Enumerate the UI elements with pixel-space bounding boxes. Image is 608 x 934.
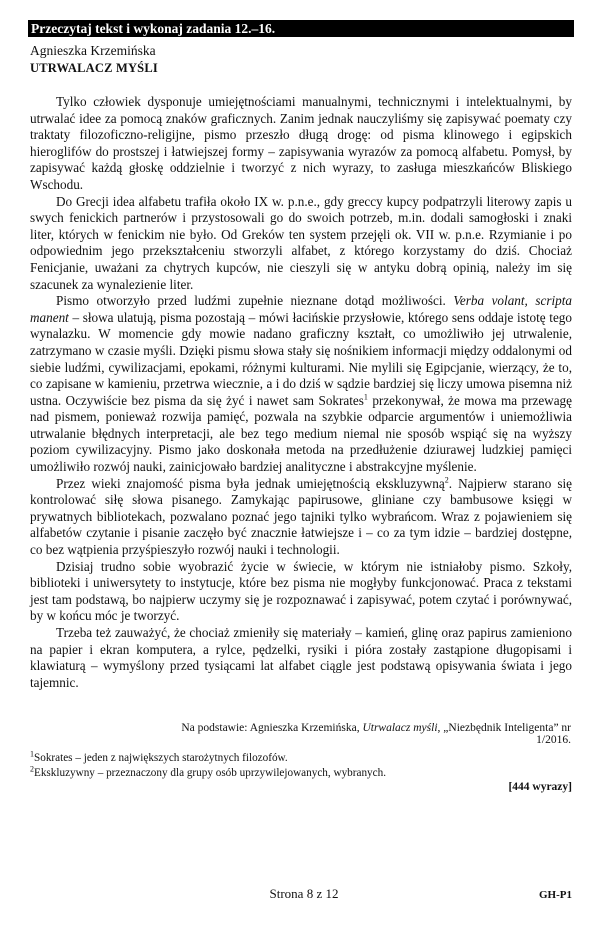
paragraph-4 bbox=[30, 476, 572, 559]
task-instruction-bar bbox=[28, 20, 574, 37]
paragraph-5: Dzisiaj trudno sobie wyobrazić życie w świecie, w którym nie istniałoby pismo. Szkoły, biblioteki i uniwersytety to instytucje, które bez pisma nie mogłyby funkcjonować. Praca z tekstami jest tam podstawą, bo najpierw uczymy się je rozpoznawać i zapisywać, potem czytać i porównywać, by w końcu móc je tworzyć. bbox=[30, 558, 572, 624]
article-title: UTRWALACZ MYŚLI bbox=[30, 61, 158, 75]
footnote-mark: 1 bbox=[30, 749, 34, 759]
footnote-ref-1: 1 bbox=[363, 392, 368, 402]
exam-code: GH-P1 bbox=[539, 889, 572, 901]
paragraph-3-end: przekonywał, że mowa ma przewagę nad pismem, ponieważ rozwija pamięć, pozwala na szybkie odparcie argumentów i uniemożliwia utrwalanie błędnych interpretacji, ale bez tego medium niemal nie sposób wspiąć się na wyższy poziom cywilizacyjny. Pismo jako doskonała metoda na przedłużenie dziurawej ludzkiej pamięci umożliwiło rozwój nauki, zainicjowało bardziej analityczne i abstrakcyjne myślenie. bbox=[30, 392, 572, 475]
footnote-1 bbox=[30, 751, 572, 766]
task-instruction: Przeczytaj tekst i wykonaj zadania 12.–16. bbox=[31, 21, 276, 36]
paragraph-2: Do Grecji idea alfabetu trafiła około IX w. p.n.e., gdy greccy kupcy podpatrzyli literowy zapis u swych fenickich partnerów i przystosowali go do swoich potrzeb, m.in. dodali samogłoski i znaki liter, których w fenickim nie było. Od Greków ten system przejęli ok. VII w. p.n.e. Rzymianie i po odpowiednim jego przekształceniu stworzyli alfabet, z którego korzystamy do dziś. Chociaż Fenicjanie, uważani za chytrych kupców, nie cieszyli się w antyku dobrą opinią, należy im się szacunek za wynalezienie liter. bbox=[30, 193, 572, 292]
paragraph-3-middle: – słowa ulatują, pisma pozostają – mówi łacińskie przysłowie, którego sens oddaje istotę tego wynalazku. W momencie gdy mowie nadano graficzny kształt, co umożliwiło jej utrwalenie, zatrzymano w czasie myśli. Dzięki pismu słowa stały się nośnikiem informacji między oddalonymi od siebie ludźmi, cywilizacjami, epokami, różnymi kulturami. Nie mylili się Egipcjanie, wierzący, że to, co zapisane w kamieniu, przetrwa wiecznie, a i do dziś w sądzie bardziej się liczy umowa pisemna niż ustna. Oczywiście bez pisma da się żyć i nawet sam Sokrates bbox=[30, 309, 572, 408]
paragraph-6: Trzeba też zauważyć, że chociaż zmieniły się materiały – kamień, glinę oraz papirus zamieniono na papier i ekran komputera, a rylce, pędzelki, rysiki i pióra zostały zastąpione długopisami i klawiaturą – wymyślony przed tysiącami lat alfabet ciągle jest podstawą opisywania świata i jego tajemnic. bbox=[30, 625, 572, 690]
latin-proverb: Verba volant, scripta manent bbox=[30, 293, 572, 325]
article-author: Agnieszka Krzemińska bbox=[30, 43, 156, 58]
footnote-mark: 2 bbox=[30, 764, 34, 774]
source-title: Utrwalacz myśli bbox=[362, 722, 438, 734]
footnote-text: Sokrates – jeden z największych starożytnych filozofów. bbox=[34, 752, 288, 764]
source-suffix: , „Niezbędnik Inteligenta” nr 1/2016. bbox=[437, 722, 571, 746]
source-prefix: Na podstawie: Agnieszka Krzemińska, bbox=[181, 722, 363, 734]
footnote-text: Ekskluzywny – przeznaczony dla grupy osób uprzywilejowanych, wybranych. bbox=[34, 767, 386, 779]
paragraph-4-start: Przez wieki znajomość pisma była jednak umiejętnością ekskluzywną bbox=[56, 475, 445, 491]
word-count: [444 wyrazy] bbox=[508, 781, 572, 793]
footnote-2 bbox=[30, 766, 572, 781]
paragraph-1: Tylko człowiek dysponuje umiejętnościami manualnymi, technicznymi i intelektualnymi, by utrwalać idee za pomocą znaków graficznych. Zanim jednak nauczyliśmy się zapisywać poematy czy traktaty filozoficzno-religijne, pismo przeszło długą drogę: od pisma klinowego i egipskich hieroglifów do prostszej i łatwiejszej formy – zapisywania wyrazów za pomocą alfabetu. Pomysł, by zapisywać każdą głoskę oddzielnie i tworzyć z nich wyrazy, to zasługa mieszkańców Bliskiego Wschodu. bbox=[30, 94, 572, 192]
footnote-ref-2: 2 bbox=[444, 475, 449, 485]
paragraph-4-end: . Najpierw starano się kontrolować siłę słowa pisanego. Zamykając papirusowe, gliniane czy bambusowe księgi w prywatnych bibliotekach, pozwalano poznać jego tajniki tylko wybrańcom. Wraz z pojawieniem się alfabetów czytanie i pisanie zaczęło być znacznie łatwiejsze i – co za tym idzie – bardziej dostępne, co bez wątpienia przyśpieszyło rozwój nauki i technologii. bbox=[30, 475, 572, 558]
paragraph-3 bbox=[30, 293, 572, 476]
source-citation bbox=[155, 722, 571, 746]
page-number: Strona 8 z 12 bbox=[269, 886, 339, 901]
paragraph-3-start: Pismo otworzyło przed ludźmi zupełnie nieznane dotąd możliwości. bbox=[56, 293, 454, 309]
footnotes bbox=[30, 751, 572, 781]
article-body bbox=[30, 94, 572, 691]
